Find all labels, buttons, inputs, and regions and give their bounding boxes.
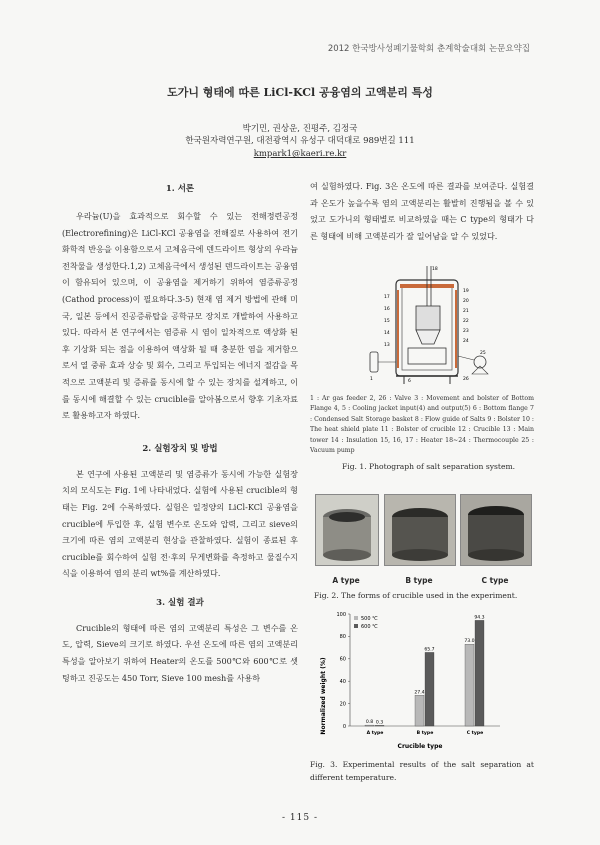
fig1-label-25: 25 (480, 351, 486, 356)
fig1-label-24: 24 (463, 339, 469, 344)
chart-ytick-label: 0 (342, 723, 346, 730)
fig1-label-22: 22 (463, 319, 469, 324)
paper-title: 도가니 형태에 따른 LiCl-KCl 공융염의 고액분리 특성 (167, 86, 433, 99)
legend-swatch-600 (354, 624, 358, 628)
fig1-label-14: 14 (384, 331, 390, 336)
legend-label-500: 500 ℃ (361, 616, 378, 622)
fig1-label-23: 23 (463, 329, 469, 334)
chart-bar (415, 695, 424, 726)
chart-bar (375, 725, 384, 726)
crucible-c-photo (460, 494, 532, 566)
chart-ytick-label: 100 (336, 611, 346, 618)
left-column (62, 182, 298, 686)
chart-ylabel: Normalized weight (%) (320, 657, 327, 735)
result-paragraph-right: 여 실험하였다. Fig. 3은 온도에 따른 결과를 보여준다. 실험결과 온도가 높을수록 염의 고액분리는 활발히 진행됨을 볼 수 있었고 도가니의 형태별로 비교하였을 때는 C type의 형태가 다른 형태에 비해 고액분리가 잘 일어남을 알 수 있었다. (310, 181, 534, 241)
fig1-label-6: 6 (408, 379, 411, 384)
exp-paragraph: 본 연구에 사용된 고액분리 및 염증류가 동시에 가능한 실험장치의 모식도는 Fig. 1에 나타내었다. 실험에 사용된 crucible의 형태는 Fig. 2에 수록하였다. 실험은 일정양의 LiCl-KCl 공융염을 crucible에 투입한 후, 실험 변수로 온도와 압력, 그리고 sieve의 크기에 따른 염의 고액분리 현상을 관찰하였다. 실험이 종료된 후 crucible를 회수하여 실험 전·후의 무게변화를 측정하고 물질수지식을 이용하여 염의 분리 wt%를 계산하였다. (62, 468, 298, 579)
chart-bar (365, 725, 374, 726)
chart-value-label: 0.3 (375, 720, 384, 726)
intro-paragraph: 우라늄(U)을 효과적으로 회수할 수 있는 전해정련공정(Electrorefining)은 LiCl-KCl 공융염을 전해질로 사용하여 전기화학적 반응을 이용함으로서 고체음극에 덴드라이트 형상의 우라늄 전착물을 생성한다.1,2) 고체음극에서 생성된 덴드라이트는 공융염이 함유되어 있으며, 이 공융염을 제거하기 위하여 염증류공정(Cathod process)이 필요하다.3-5) 현재 염 제거 방법에 관해 미국, 일본 등에서 진공증류탑을 공학규모 장치로 개발하여 사용하고 있다. 따라서 본 연구에서는 염증류 시 염이 일차적으로 액상화 된 후 기상화 되는 점을 이용하여 액상화 될 때 충분한 염을 제거함으로서 열 중류 효과 상승 및 회수, 그리고 투입되는 에너지 절감을 목적으로 고액분리 및 증류를 동시에 할 수 있는 장치를 설계하고, 이를 동시에 해결할 수 있는 crucible를 알아봄으로서 향후 기초자료로 활용하고자 하였다. (62, 211, 298, 421)
fig1-label-20: 20 (463, 299, 469, 304)
chart-ytick-label: 80 (339, 634, 346, 641)
fig1-label-1: 1 (370, 377, 373, 382)
intro-heading: 1. 서론 (165, 184, 195, 194)
chart-value-label: 73.0 (464, 639, 475, 645)
chart-ytick-label: 40 (339, 679, 346, 685)
salt-separation-bar-chart (318, 606, 508, 752)
chart-bar (475, 620, 484, 726)
fig1-label-19: 19 (463, 289, 469, 294)
chart-value-label: 94.3 (474, 615, 485, 621)
fig2-label-c: C type (481, 576, 509, 585)
exp-heading: 2. 실험장치 및 방법 (142, 443, 218, 454)
chart-value-label: 27.4 (414, 690, 425, 696)
author-email[interactable]: kmpark1@kaeri.re.kr (253, 149, 347, 159)
fig1-label-16: 16 (384, 307, 390, 312)
fig2-label-b: B type (405, 576, 433, 585)
salt-separation-system-diagram (368, 262, 498, 384)
fig1-label-13: 13 (384, 343, 390, 348)
chart-ytick-label: 60 (339, 656, 346, 663)
fig1-label-18: 18 (432, 267, 438, 272)
chart-ytick-label: 20 (339, 701, 346, 708)
fig2-caption: Fig. 2. The forms of crucible used in the experiment. (314, 591, 518, 600)
chart-category-label: A type (366, 731, 384, 736)
crucible-b-photo (384, 494, 456, 566)
crucible-a-photo (315, 494, 379, 566)
legend-label-600: 600 ℃ (361, 624, 378, 630)
chart-category-label: C type (466, 731, 484, 736)
fig1-label-21: 21 (463, 309, 469, 314)
authors: 박기민, 권상운, 진평주, 김정국 (242, 124, 358, 134)
fig2-label-a: A type (332, 576, 360, 585)
result-heading: 3. 실험 결과 (156, 597, 204, 608)
fig1-label-17: 17 (384, 295, 390, 300)
chart-bar (425, 652, 434, 726)
page-number: - 115 - (282, 813, 318, 823)
chart-xlabel: Crucible type (397, 743, 443, 750)
chart-value-label: 65.7 (424, 647, 435, 653)
fig1-legend: 1 : Ar gas feeder 2, 26 : Valve 3 : Movement and bolster of Bottom Flange 4, 5 : Cooling jacket input(4) and output(5) 6 : Bottom flange 7 : Condensed Salt Storage basket 8 : Flow guide of Salts 9 : Bolster 10 : The heat shield plate 11 : Bolster of crucible 12 : Crucible 13 : Main tower 14 : Insulation 15, 16, 17 : Heater 18~24 : Thermocouple 25 : Vacuum pump (310, 395, 534, 455)
result-paragraph-left: Crucible의 형태에 따른 염의 고액분리 특성은 그 변수를 온도, 압력, Sieve의 크기로 하였다. 우선 온도에 따른 염의 고액분리 특성을 알아보기 위하여 Heater의 온도를 500℃와 600℃로 셋팅하고 진공도는 450 Torr, Sieve 100 mesh를 사용하 (62, 622, 298, 683)
fig1-caption: Fig. 1. Photograph of salt separation system. (342, 462, 516, 471)
conference-header: 2012 한국방사성폐기물학회 춘계학술대회 논문요약집 (327, 44, 530, 54)
legend-swatch-500 (354, 616, 358, 620)
chart-category-label: B type (416, 731, 434, 736)
fig1-label-26: 26 (463, 377, 469, 382)
chart-value-label: 0.8 (365, 720, 374, 726)
fig1-label-15: 15 (384, 319, 390, 324)
result-paragraph-right-wrap (310, 178, 534, 244)
fig3-caption: Fig. 3. Experimental results of the salt separation at different temperature. (310, 760, 534, 782)
affiliation: 한국원자력연구원, 대전광역시 유성구 대덕대로 989번길 111 (185, 136, 415, 146)
chart-bar (465, 644, 474, 726)
